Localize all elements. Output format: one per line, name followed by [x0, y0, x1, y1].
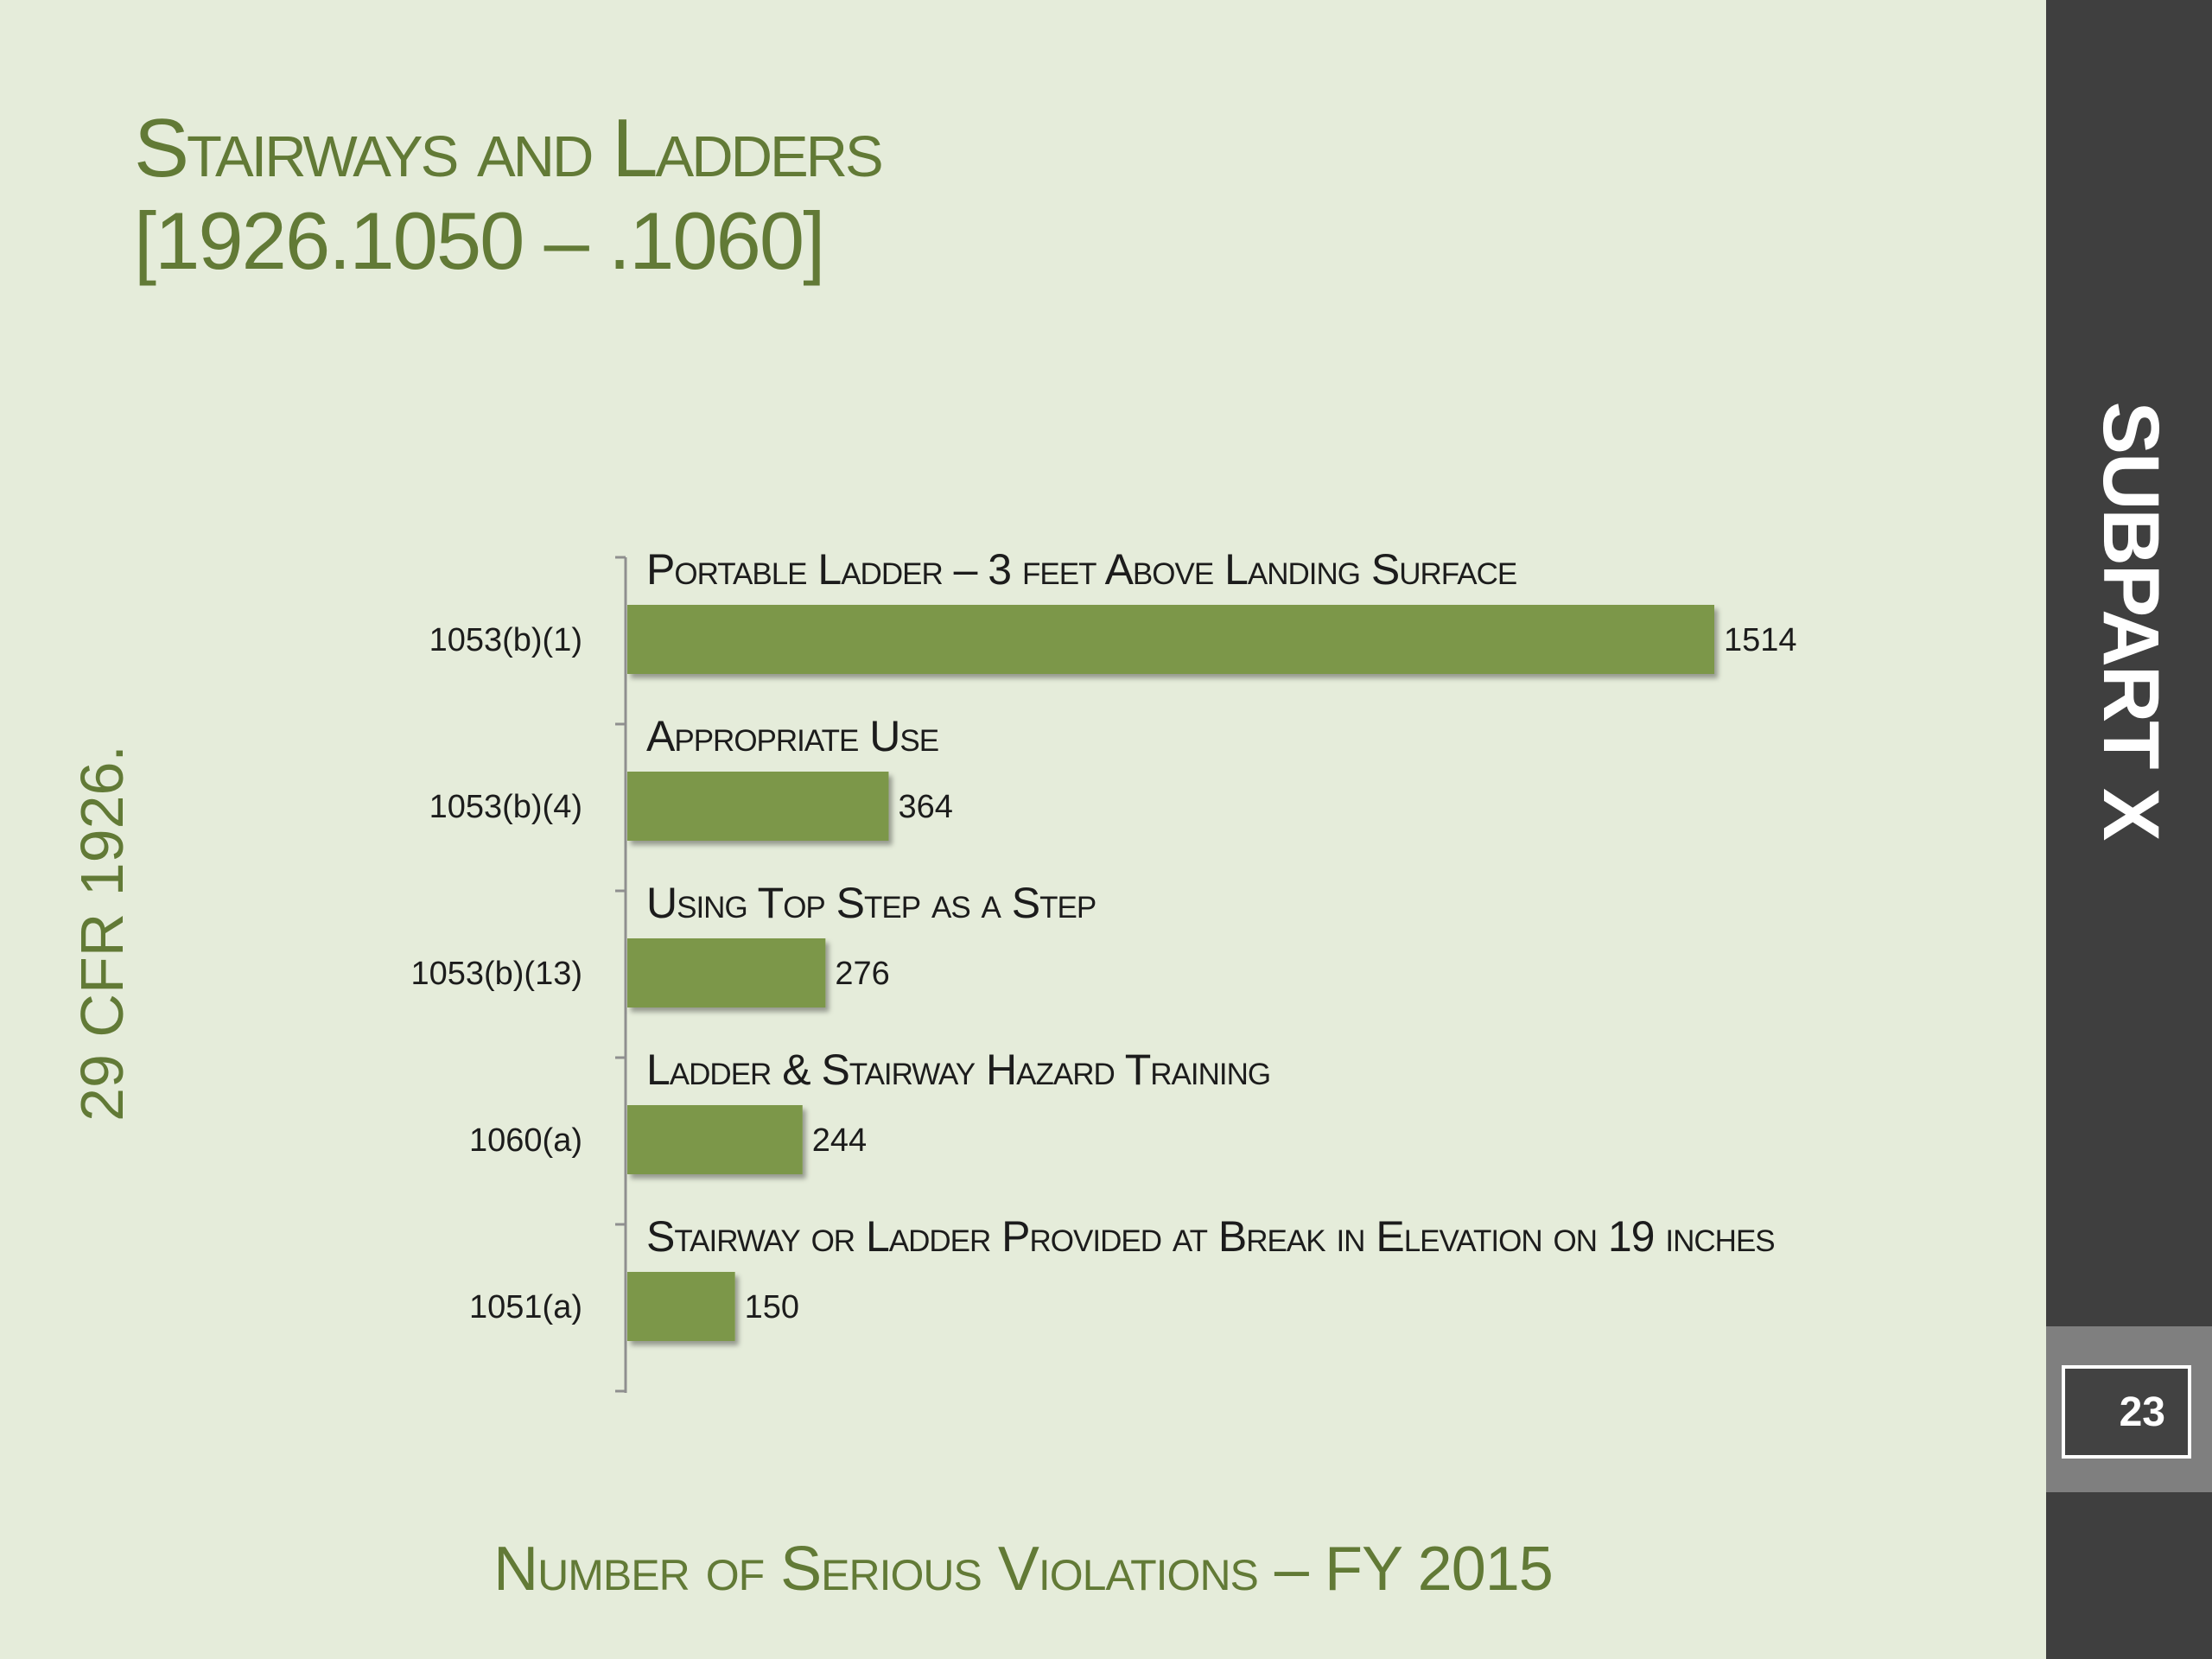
- value-label: 1514: [1724, 622, 1797, 658]
- category-label: 1060(a): [469, 1122, 582, 1159]
- bar-annotation: Portable Ladder – 3 feet Above Landing Surface: [646, 545, 1517, 594]
- bar-1053(b)(1): [627, 605, 1714, 674]
- bar-1053(b)(4): [627, 772, 888, 841]
- bar-annotation: Stairway or Ladder Provided at Break in Elevation on 19 inches: [646, 1212, 1775, 1261]
- category-label: 1051(a): [469, 1289, 582, 1325]
- category-label: 1053(b)(4): [429, 789, 582, 825]
- page-number-band: [2046, 1326, 2212, 1492]
- value-label: 244: [811, 1122, 868, 1159]
- bar-annotation: Appropriate Use: [646, 712, 939, 760]
- chart-caption: Number of Serious Violations – FY 2015: [493, 1535, 1553, 1604]
- title-line-2: [1926.1050 – .1060]: [134, 194, 824, 286]
- bar-annotation: Ladder & Stairway Hazard Training: [646, 1046, 1271, 1094]
- value-label: 150: [744, 1289, 800, 1325]
- bar-1051(a): [627, 1272, 735, 1341]
- page-number: 23: [2062, 1365, 2191, 1459]
- cfr-side-label: 29 CFR 1926.: [68, 745, 136, 1122]
- value-label: 364: [898, 789, 953, 825]
- bar-1060(a): [627, 1105, 803, 1174]
- category-label: 1053(b)(13): [410, 956, 582, 992]
- category-label: 1053(b)(1): [429, 622, 582, 658]
- bar-1053(b)(13): [627, 938, 825, 1007]
- sidebar: [2046, 0, 2212, 1659]
- value-label: 276: [835, 956, 890, 992]
- subpart-label: SUBPART X: [2087, 401, 2175, 840]
- bar-annotation: Using Top Step as a Step: [646, 879, 1096, 927]
- title-line-1: Stairways and Ladders: [134, 102, 881, 194]
